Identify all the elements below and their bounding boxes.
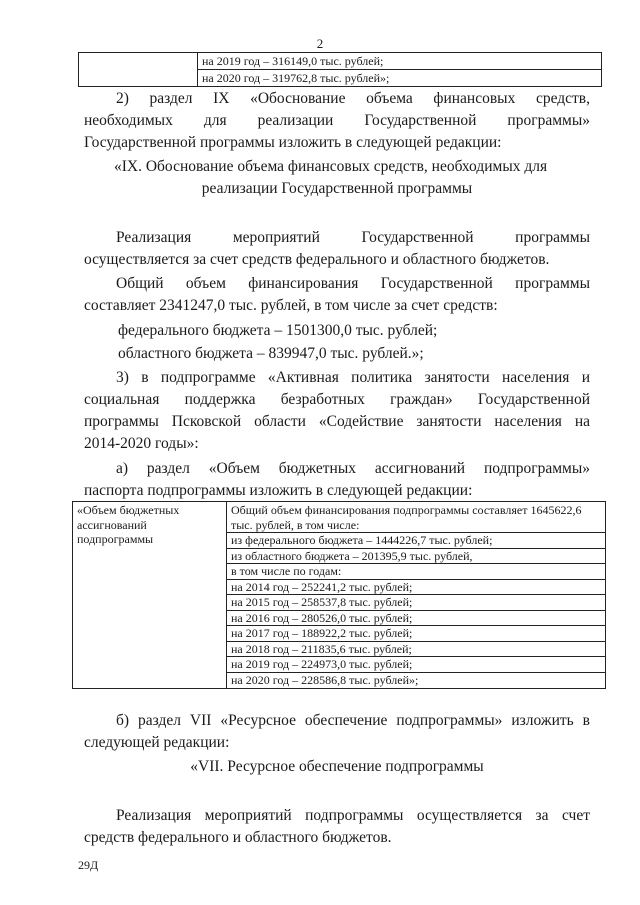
budget-line: на 2018 год – 211835,6 тыс. рублей; bbox=[227, 642, 605, 658]
paragraph-item-3-line-4: 2014-2020 годы»: bbox=[84, 435, 199, 452]
paragraph-item-3a-line-2: паспорта подпрограммы изложить в следующей редакции: bbox=[84, 482, 473, 499]
section-7-heading: «VII. Ресурсное обеспечение подпрограммы bbox=[190, 758, 484, 775]
budget-line: на 2020 год – 228586,8 тыс. рублей»; bbox=[231, 672, 419, 687]
budget-line: в том числе по годам: bbox=[227, 564, 605, 580]
subprogram-budget-table bbox=[72, 501, 606, 689]
budget-line: на 2019 год – 224973,0 тыс. рублей; bbox=[227, 657, 605, 673]
budget-line: на 2014 год – 252241,2 тыс. рублей; bbox=[227, 580, 605, 596]
paragraph-item-2-line-1: 2) раздел IX «Обоснование объема финансовых средств, bbox=[116, 90, 590, 107]
paragraph-final-line-1: Реализация мероприятий подпрограммы осуществляется за счет bbox=[116, 807, 590, 824]
paragraph-item-2-line-3: Государственной программы изложить в следующей редакции: bbox=[84, 134, 502, 151]
table-row bbox=[79, 53, 602, 70]
budget-line: на 2015 год – 258537,8 тыс. рублей; bbox=[227, 595, 605, 611]
paragraph-item-3-line-1: 3) в подпрограмме «Активная политика занятости населения и bbox=[116, 369, 590, 386]
paragraph-item-2-line-2: необходимых для реализации Государственной программы» bbox=[84, 112, 590, 129]
budget-label-cell: «Объем бюджетных ассигнований подпрограммы bbox=[73, 502, 227, 689]
budget-line: на 2016 год – 280526,0 тыс. рублей; bbox=[227, 611, 605, 627]
document-code: 29Д bbox=[78, 858, 99, 872]
budget-line: Общий объем финансирования подпрограммы составляет 1645622,6 тыс. рублей, в том числе: bbox=[227, 503, 605, 533]
budget-line: из областного бюджета – 201395,9 тыс. рублей, bbox=[227, 549, 605, 565]
paragraph-total-line-2: составляет 2341247,0 тыс. рублей, в том числе за счет средств: bbox=[84, 297, 498, 314]
empty-label-cell bbox=[79, 53, 198, 87]
regional-budget-line: областного бюджета – 839947,0 тыс. рублей.»; bbox=[118, 345, 424, 362]
table-row bbox=[73, 502, 606, 689]
funding-table-continuation bbox=[78, 52, 602, 87]
paragraph-item-3b-line-2: следующей редакции: bbox=[84, 734, 230, 751]
paragraph-item-3b-line-1: б) раздел VII «Ресурсное обеспечение подпрограммы» изложить в bbox=[116, 712, 590, 729]
paragraph-realization-line-2: осуществляется за счет средств федерального и областного бюджетов. bbox=[84, 251, 550, 268]
paragraph-realization-line-1: Реализация мероприятий Государственной программы bbox=[116, 229, 590, 246]
paragraph-item-3-line-2: социальная поддержка безработных граждан» Государственной bbox=[84, 391, 590, 408]
table-cell: на 2020 год – 319762,8 тыс. рублей»; bbox=[198, 70, 602, 87]
section-9-heading-line-2: реализации Государственной программы bbox=[201, 180, 473, 197]
page-number: 2 bbox=[316, 36, 324, 51]
paragraph-total-line-1: Общий объем финансирования Государственной программы bbox=[116, 275, 590, 292]
table-cell: на 2019 год – 316149,0 тыс. рублей; bbox=[198, 53, 602, 70]
paragraph-item-3a-line-1: а) раздел «Объем бюджетных ассигнований подпрограммы» bbox=[116, 460, 590, 477]
budget-values-cell bbox=[227, 502, 606, 689]
paragraph-final-line-2: средств федерального и областного бюджетов. bbox=[84, 829, 392, 846]
federal-budget-line: федерального бюджета – 1501300,0 тыс. рублей; bbox=[118, 322, 438, 339]
budget-line: на 2017 год – 188922,2 тыс. рублей; bbox=[227, 626, 605, 642]
budget-line: из федерального бюджета – 1444226,7 тыс. рублей; bbox=[227, 533, 605, 549]
section-9-heading-line-1: «IX. Обоснование объема финансовых средств, необходимых для bbox=[114, 158, 548, 175]
paragraph-item-3-line-3: программы Псковской области «Содействие занятости населения на bbox=[84, 413, 590, 430]
